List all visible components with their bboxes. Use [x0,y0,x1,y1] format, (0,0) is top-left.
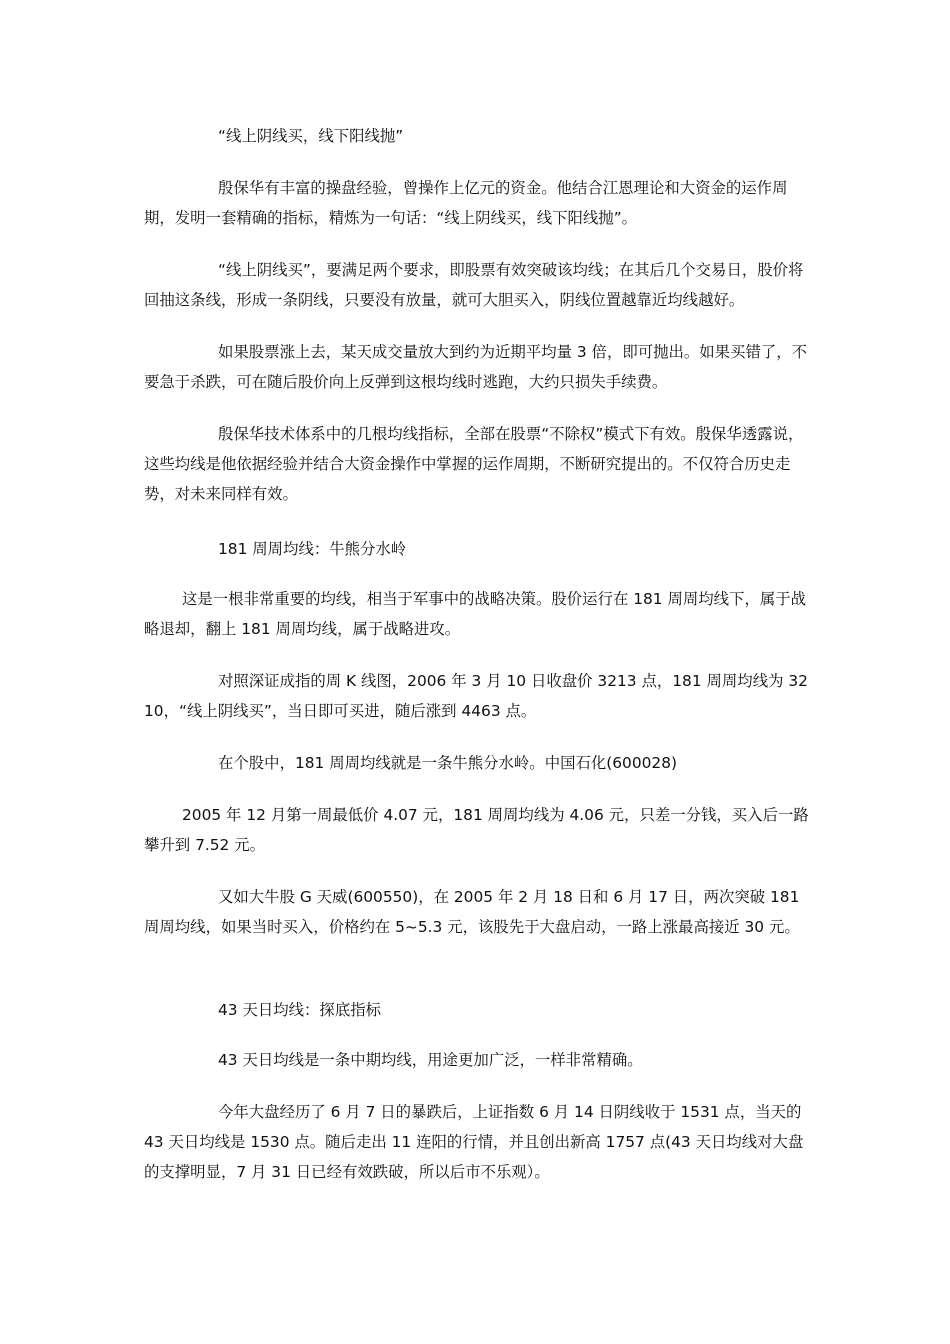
section-heading-181: 181 周周均线：牛熊分水岭 [218,540,407,558]
paragraph-tianwei-example: 又如大牛股 G 天威(600550)，在 2005 年 2 月 18 日和 6 月 17 日，两次突破 181 周周均线，如果当时买入，价格约在 5~5.3 元，该股先于大盘启动，一路上涨最高接近 30 元。 [144,888,800,936]
paragraph-shenzhen-example: 对照深证成指的周 K 线图，2006 年 3 月 10 日收盘价 3213 点，181 周周均线为 3210，“线上阴线买”，当日即可买进，随后涨到 4463 点。 [144,672,808,720]
paragraph-181-importance: 这是一根非常重要的均线，相当于军事中的战略决策。股价运行在 181 周周均线下，属于战略退却，翻上 181 周周均线，属于战略进攻。 [144,590,807,638]
paragraph-43-description: 43 天日均线是一条中期均线，用途更加广泛，一样非常精确。 [218,1051,643,1069]
paragraph-stock-example: 在个股中，181 周周均线就是一条牛熊分水岭。中国石化(600028) [218,754,678,772]
paragraph-buy-rule: “线上阴线买”，要满足两个要求，即股票有效突破该均线；在其后几个交易日，股价将回抽这条线，形成一条阴线，只要没有放量，就可大胆买入，阴线位置越靠近均线越好。 [144,261,804,309]
paragraph-intro: 殷保华有丰富的操盘经验，曾操作上亿元的资金。他结合江恩理论和大资金的运作周期，发明一套精确的指标，精炼为一句话：“线上阴线买，线下阳线抛”。 [144,179,788,227]
section-heading-43: 43 天日均线：探底指标 [218,1001,381,1019]
paragraph-market-example: 今年大盘经历了 6 月 7 日的暴跌后，上证指数 6 月 14 日阴线收于 1531 点，当天的 43 天日均线是 1530 点。随后走出 11 连阳的行情，并且创出新高 1757 点(43 天日均线对大盘的支撑明显，7 月 31 日已经有效跌破，所以后市不乐观）。 [144,1103,804,1181]
paragraph-sell-rule: 如果股票涨上去，某天成交量放大到约为近期平均量 3 倍，即可抛出。如果买错了，不要急于杀跌，可在随后股价向上反弹到这根均线时逃跑，大约只损失手续费。 [144,343,808,391]
quote-heading: “线上阴线买，线下阳线抛” [218,127,404,145]
paragraph-indicators: 殷保华技术体系中的几根均线指标，全部在股票“不除权”模式下有效。殷保华透露说，这些均线是他依据经验并结合大资金操作中掌握的运作周期，不断研究提出的。不仅符合历史走势，对未来同样有效。 [144,425,804,503]
paragraph-sinopec-price: 2005 年 12 月第一周最低价 4.07 元，181 周周均线为 4.06 元，只差一分钱，买入后一路攀升到 7.52 元。 [144,806,809,854]
